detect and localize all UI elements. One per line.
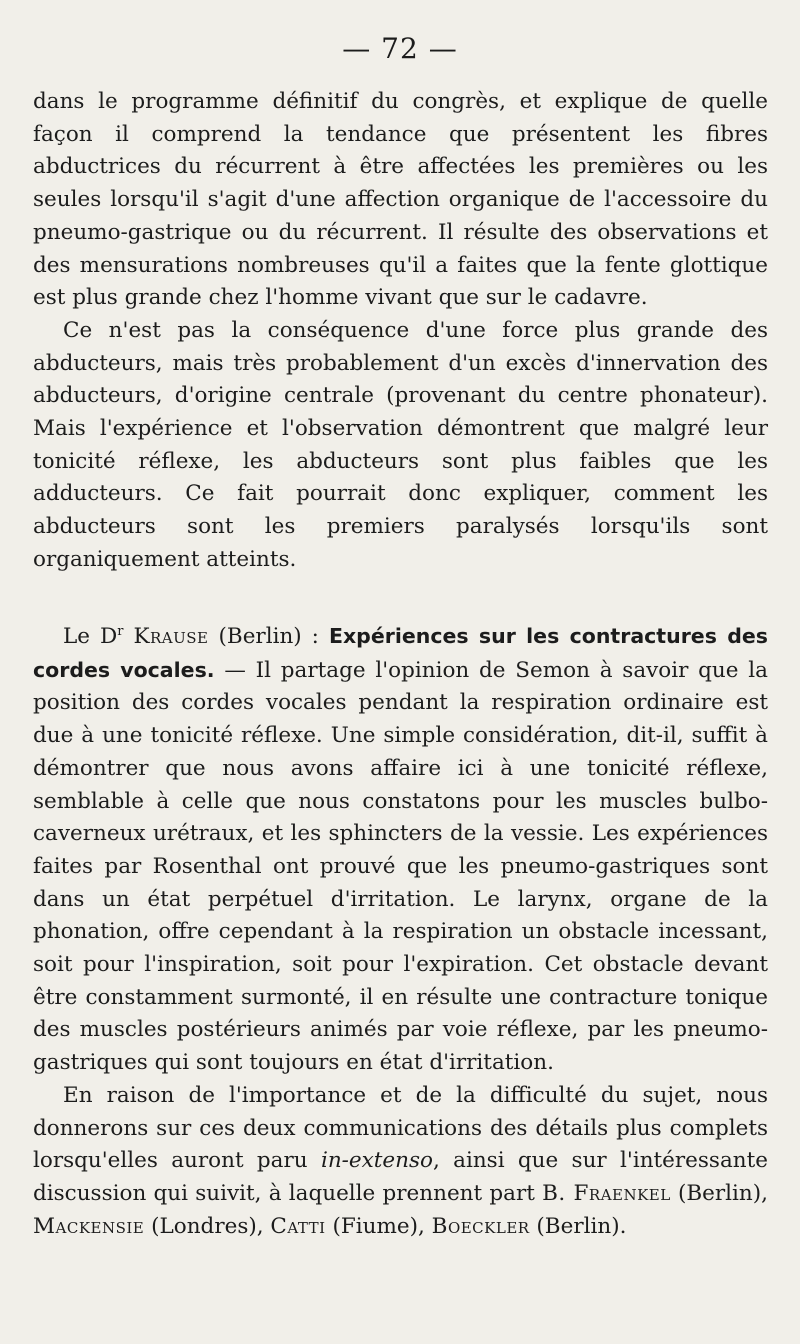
paragraph-4-text-2: , ainsi que sur l'intéressante discussion qui suivit, à laquelle prennent part <box>33 1148 768 1206</box>
paragraph-4-text-1: En raison de l'importance et de la difficulté du sujet, nous donnerons sur ces deux communications des détails plus complets lorsqu'elles auront paru <box>33 1082 768 1174</box>
participant-name: Catti <box>270 1213 326 1239</box>
author-location: (Berlin) : <box>208 624 329 649</box>
text-body-bottom <box>33 620 768 1243</box>
participant-name: Boeckler <box>431 1213 530 1239</box>
participant-name: Mackensie <box>33 1213 145 1239</box>
text-body-top <box>33 86 768 577</box>
participant-location: (Berlin). <box>529 1213 627 1239</box>
participant-location: (Fiume), <box>325 1213 432 1239</box>
paragraph-2: Ce n'est pas la conséquence d'une force plus grande des abducteurs, mais très probablement d'un excès d'innervation des abducteurs, d'origine centrale (provenant du centre phonateur). Mais l'expérience et l'observation démontrent que malgré leur tonicité réflexe, les abducteurs sont plus faibles que les adducteurs. Ce fait pourrait donc expliquer, comment les abducteurs sont les premiers paralysés lorsqu'ils sont organiquement atteints. <box>33 317 768 572</box>
author-name: Krause <box>133 624 209 649</box>
page-number: — 72 — <box>342 32 458 65</box>
participant-location: (Londres), <box>144 1213 271 1239</box>
italic-term: in-extenso <box>320 1148 433 1174</box>
paragraph-1: dans le programme définitif du congrès, et explique de quelle façon il comprend la tendance que présentent les fibres abductrices du récurrent à être affectées les premières ou les seules lorsqu'il s'agit d'une affection organique de l'accessoire du pneumo-gastrique ou du récurrent. Il résulte des observations et des mensurations nombreuses qu'il a faites que la fente glottique est plus grande chez l'homme vivant que sur le cadavre. <box>33 89 768 311</box>
paragraph-4 <box>33 1080 768 1244</box>
paragraph-3 <box>33 620 768 1080</box>
communication-title: Expériences sur les contractures des cordes vocales. <box>33 624 769 682</box>
doctor-prefix: Le D <box>63 624 118 649</box>
doctor-prefix-superscript: r <box>117 623 124 639</box>
participant-name: B. Fraenkel <box>542 1180 671 1206</box>
participant-location: (Berlin), <box>670 1180 768 1206</box>
paragraph-3-body: — Il partage l'opinion de Semon à savoir que la position des cordes vocales pendant la respiration ordinaire est due à une tonicité réflexe. Une simple considération, dit-il, suffit à démontrer que nous avons affaire ici à une tonicité réflexe, semblable à celle que nous constatons pour les muscles bulbo-caverneux urétraux, et les sphincters de la vessie. Les expériences faites par Rosenthal ont prouvé que les pneumo-gastriques sont dans un état perpétuel d'irritation. Le larynx, organe de la phonation, offre cependant à la respiration un obstacle incessant, soit pour l'inspiration, soit pour l'expiration. Cet obstacle devant être constamment surmonté, il en résulte une contracture tonique des muscles postérieurs animés par voie réflexe, par les pneumo-gastriques qui sont toujours en état d'irritation. <box>33 657 768 1076</box>
